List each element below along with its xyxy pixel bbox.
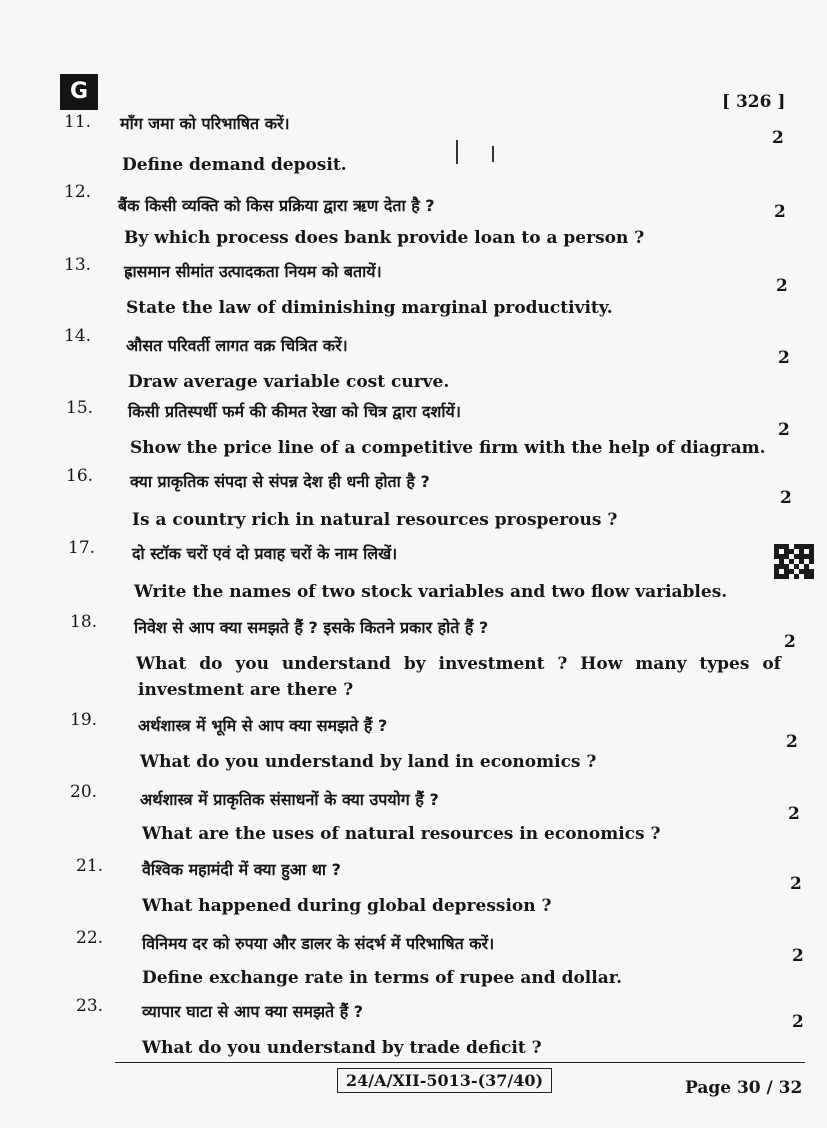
page-number: Page 30 / 32 bbox=[685, 1078, 803, 1098]
question-marks: 2 bbox=[786, 732, 798, 752]
question-text-english: What do you understand by investment ? How many types of bbox=[136, 654, 781, 674]
question-text-english: By which process does bank provide loan to a person ? bbox=[124, 228, 645, 248]
question-text-hindi: व्यापार घाटा से आप क्या समझते हैं ? bbox=[142, 1002, 364, 1021]
question-text-english: State the law of diminishing marginal productivity. bbox=[126, 298, 613, 318]
qr-code-icon bbox=[774, 544, 814, 580]
question-number: 20. bbox=[70, 782, 98, 802]
question-marks: 2 bbox=[788, 804, 800, 824]
question-text-hindi: बैंक किसी व्यक्ति को किस प्रक्रिया द्वारा ऋण देता है ? bbox=[118, 196, 435, 215]
question-text-hindi: क्या प्राकृतिक संपदा से संपन्न देश ही धनी होता है ? bbox=[130, 472, 430, 491]
question-number: 16. bbox=[66, 466, 94, 486]
question-marks: 2 bbox=[772, 128, 784, 148]
question-text-english: Define demand deposit. bbox=[122, 155, 347, 175]
question-text-english: What are the uses of natural resources in economics ? bbox=[142, 824, 661, 844]
question-text-english: Write the names of two stock variables and two flow variables. bbox=[134, 582, 728, 602]
question-marks: 2 bbox=[774, 202, 786, 222]
question-marks: 2 bbox=[792, 946, 804, 966]
question-text-hindi: विनिमय दर को रुपया और डालर के संदर्भ में परिभाषित करें। bbox=[142, 934, 495, 953]
page-code: [ 326 ] bbox=[722, 92, 786, 112]
question-text-english: Define exchange rate in terms of rupee and dollar. bbox=[142, 968, 623, 988]
paper-code: 24/A/XII-5013-(37/40) bbox=[337, 1068, 552, 1093]
question-number: 15. bbox=[66, 398, 94, 418]
question-marks: 2 bbox=[778, 420, 790, 440]
question-text-english: Show the price line of a competitive firm with the help of diagram. bbox=[130, 438, 766, 458]
question-text-hindi: किसी प्रतिस्पर्धी फर्म की कीमत रेखा को चित्र द्वारा दर्शायें। bbox=[128, 402, 461, 421]
question-text-hindi: ह्रासमान सीमांत उत्पादकता नियम को बतायें। bbox=[124, 262, 382, 281]
question-text-english: Is a country rich in natural resources prosperous ? bbox=[132, 510, 618, 530]
question-text-hindi: औसत परिवर्ती लागत वक्र चित्रित करें। bbox=[126, 336, 348, 355]
question-number: 22. bbox=[76, 928, 104, 948]
question-text-english: What do you understand by trade deficit ? bbox=[142, 1038, 542, 1058]
question-number: 12. bbox=[64, 182, 92, 202]
question-marks: 2 bbox=[780, 488, 792, 508]
question-marks: 2 bbox=[784, 632, 796, 652]
pen-mark bbox=[492, 146, 494, 162]
question-text-english: Draw average variable cost curve. bbox=[128, 372, 450, 392]
question-number: 11. bbox=[64, 112, 92, 132]
question-text-hindi: दो स्टॉक चरों एवं दो प्रवाह चरों के नाम लिखें। bbox=[132, 544, 398, 563]
question-marks: 2 bbox=[776, 276, 788, 296]
question-text-english: What happened during global depression ? bbox=[142, 896, 552, 916]
pen-mark bbox=[456, 140, 458, 164]
question-number: 17. bbox=[68, 538, 96, 558]
question-marks: 2 bbox=[792, 1012, 804, 1032]
question-text-hindi: निवेश से आप क्या समझते हैं ? इसके कितने प्रकार होते हैं ? bbox=[134, 618, 489, 637]
question-number: 19. bbox=[70, 710, 98, 730]
section-badge: G bbox=[60, 74, 98, 110]
question-number: 18. bbox=[70, 612, 98, 632]
question-text-hindi: अर्थशास्त्र में प्राकृतिक संसाधनों के क्या उपयोग हैं ? bbox=[140, 790, 439, 809]
footer-rule bbox=[115, 1062, 805, 1063]
question-marks: 2 bbox=[778, 348, 790, 368]
question-number: 23. bbox=[76, 996, 104, 1016]
question-text-english: What do you understand by land in economics ? bbox=[140, 752, 597, 772]
question-text-hindi: वैश्विक महामंदी में क्या हुआ था ? bbox=[142, 860, 341, 879]
question-number: 21. bbox=[76, 856, 104, 876]
question-marks: 2 bbox=[790, 874, 802, 894]
question-number: 13. bbox=[64, 255, 92, 275]
question-text-hindi: माँग जमा को परिभाषित करें। bbox=[120, 114, 290, 133]
question-text-hindi: अर्थशास्त्र में भूमि से आप क्या समझते हैं ? bbox=[138, 716, 388, 735]
question-text-english-continued: investment are there ? bbox=[138, 680, 354, 700]
question-number: 14. bbox=[64, 326, 92, 346]
